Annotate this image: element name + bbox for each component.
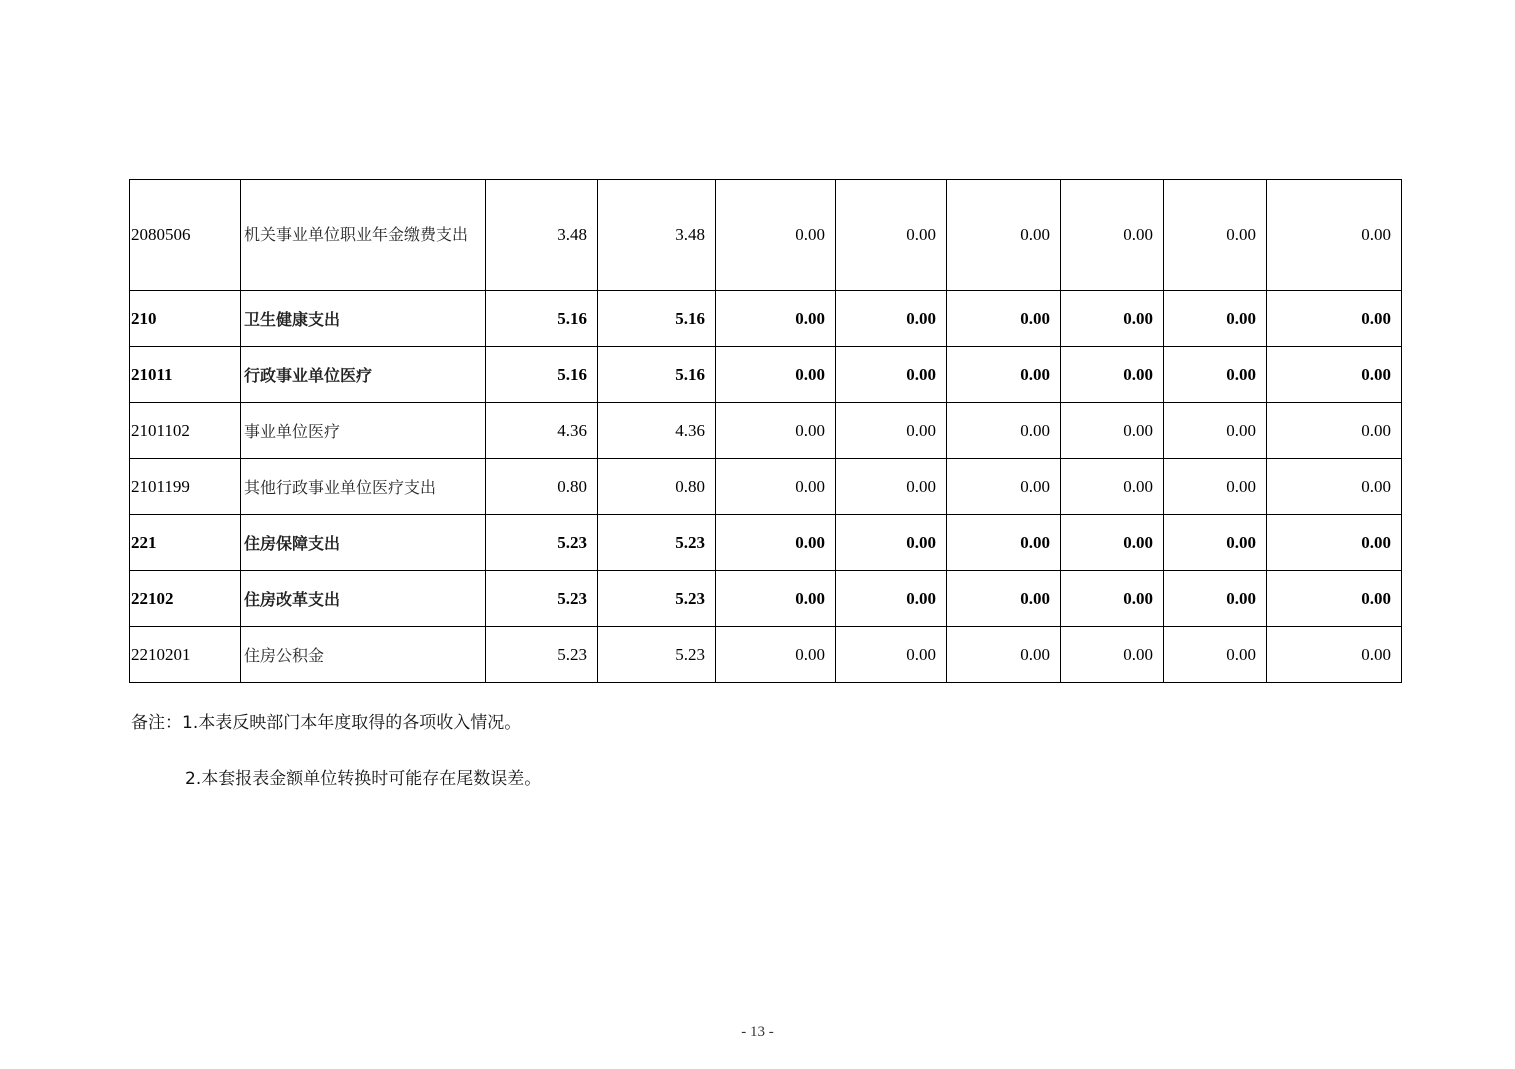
amount-cell: 0.00 bbox=[947, 180, 1061, 291]
amount-cell: 0.80 bbox=[486, 459, 598, 515]
amount-cell: 0.00 bbox=[1267, 403, 1402, 459]
amount-cell: 0.00 bbox=[836, 627, 947, 683]
amount-cell: 0.00 bbox=[947, 571, 1061, 627]
amount-cell: 0.80 bbox=[598, 459, 716, 515]
amount-cell: 5.23 bbox=[486, 627, 598, 683]
subject-name-cell: 事业单位医疗 bbox=[241, 403, 486, 459]
amount-cell: 0.00 bbox=[836, 180, 947, 291]
amount-cell: 0.00 bbox=[947, 403, 1061, 459]
subject-code-cell: 2101199 bbox=[130, 459, 241, 515]
amount-cell: 0.00 bbox=[1061, 291, 1164, 347]
amount-cell: 0.00 bbox=[1267, 180, 1402, 291]
amount-cell: 0.00 bbox=[716, 459, 836, 515]
table-body bbox=[130, 180, 1402, 683]
amount-cell: 0.00 bbox=[836, 459, 947, 515]
amount-cell: 0.00 bbox=[1267, 627, 1402, 683]
amount-cell: 3.48 bbox=[598, 180, 716, 291]
subject-name-cell: 卫生健康支出 bbox=[241, 291, 486, 347]
amount-cell: 0.00 bbox=[947, 291, 1061, 347]
table-row bbox=[130, 627, 1402, 683]
amount-cell: 0.00 bbox=[1267, 291, 1402, 347]
amount-cell: 0.00 bbox=[1267, 347, 1402, 403]
subject-code-cell: 221 bbox=[130, 515, 241, 571]
table-row bbox=[130, 571, 1402, 627]
amount-cell: 0.00 bbox=[947, 347, 1061, 403]
amount-cell: 0.00 bbox=[1061, 403, 1164, 459]
amount-cell: 4.36 bbox=[598, 403, 716, 459]
subject-name-cell: 住房保障支出 bbox=[241, 515, 486, 571]
amount-cell: 3.48 bbox=[486, 180, 598, 291]
amount-cell: 0.00 bbox=[716, 403, 836, 459]
amount-cell: 0.00 bbox=[716, 515, 836, 571]
amount-cell: 0.00 bbox=[716, 180, 836, 291]
table-row bbox=[130, 403, 1402, 459]
table-row bbox=[130, 459, 1402, 515]
subject-code-cell: 2080506 bbox=[130, 180, 241, 291]
amount-cell: 0.00 bbox=[1164, 459, 1267, 515]
amount-cell: 0.00 bbox=[716, 291, 836, 347]
amount-cell: 0.00 bbox=[1061, 627, 1164, 683]
amount-cell: 0.00 bbox=[1061, 571, 1164, 627]
amount-cell: 0.00 bbox=[836, 571, 947, 627]
amount-cell: 0.00 bbox=[836, 515, 947, 571]
amount-cell: 5.16 bbox=[486, 347, 598, 403]
table-row bbox=[130, 515, 1402, 571]
amount-cell: 0.00 bbox=[1061, 459, 1164, 515]
subject-code-cell: 21011 bbox=[130, 347, 241, 403]
income-table bbox=[129, 179, 1402, 683]
amount-cell: 0.00 bbox=[1164, 571, 1267, 627]
amount-cell: 0.00 bbox=[716, 571, 836, 627]
amount-cell: 0.00 bbox=[1164, 180, 1267, 291]
amount-cell: 5.23 bbox=[486, 515, 598, 571]
amount-cell: 0.00 bbox=[1061, 180, 1164, 291]
amount-cell: 0.00 bbox=[1164, 627, 1267, 683]
amount-cell: 0.00 bbox=[1061, 515, 1164, 571]
amount-cell: 5.23 bbox=[598, 571, 716, 627]
amount-cell: 0.00 bbox=[1267, 571, 1402, 627]
amount-cell: 5.16 bbox=[598, 347, 716, 403]
subject-code-cell: 22102 bbox=[130, 571, 241, 627]
table-row bbox=[130, 291, 1402, 347]
table-row bbox=[130, 347, 1402, 403]
subject-name-cell: 住房改革支出 bbox=[241, 571, 486, 627]
amount-cell: 0.00 bbox=[716, 627, 836, 683]
amount-cell: 0.00 bbox=[1267, 515, 1402, 571]
page-number: - 13 - bbox=[741, 1024, 774, 1040]
amount-cell: 0.00 bbox=[947, 459, 1061, 515]
amount-cell: 0.00 bbox=[836, 291, 947, 347]
note-line-2: 2.本套报表金额单位转换时可能存在尾数误差。 bbox=[185, 769, 542, 789]
amount-cell: 0.00 bbox=[1267, 459, 1402, 515]
amount-cell: 4.36 bbox=[486, 403, 598, 459]
note-line-1: 备注：1.本表反映部门本年度取得的各项收入情况。 bbox=[131, 713, 522, 733]
subject-code-cell: 2101102 bbox=[130, 403, 241, 459]
amount-cell: 0.00 bbox=[1061, 347, 1164, 403]
amount-cell: 0.00 bbox=[1164, 291, 1267, 347]
subject-name-cell: 机关事业单位职业年金缴费支出 bbox=[241, 180, 486, 291]
subject-code-cell: 2210201 bbox=[130, 627, 241, 683]
amount-cell: 5.23 bbox=[486, 571, 598, 627]
subject-code-cell: 210 bbox=[130, 291, 241, 347]
amount-cell: 0.00 bbox=[716, 347, 836, 403]
amount-cell: 0.00 bbox=[1164, 347, 1267, 403]
amount-cell: 5.16 bbox=[598, 291, 716, 347]
amount-cell: 5.23 bbox=[598, 627, 716, 683]
table-row bbox=[130, 180, 1402, 291]
amount-cell: 0.00 bbox=[947, 515, 1061, 571]
subject-name-cell: 其他行政事业单位医疗支出 bbox=[241, 459, 486, 515]
amount-cell: 5.16 bbox=[486, 291, 598, 347]
amount-cell: 0.00 bbox=[947, 627, 1061, 683]
amount-cell: 0.00 bbox=[1164, 515, 1267, 571]
subject-name-cell: 行政事业单位医疗 bbox=[241, 347, 486, 403]
amount-cell: 0.00 bbox=[836, 347, 947, 403]
amount-cell: 5.23 bbox=[598, 515, 716, 571]
subject-name-cell: 住房公积金 bbox=[241, 627, 486, 683]
amount-cell: 0.00 bbox=[836, 403, 947, 459]
amount-cell: 0.00 bbox=[1164, 403, 1267, 459]
